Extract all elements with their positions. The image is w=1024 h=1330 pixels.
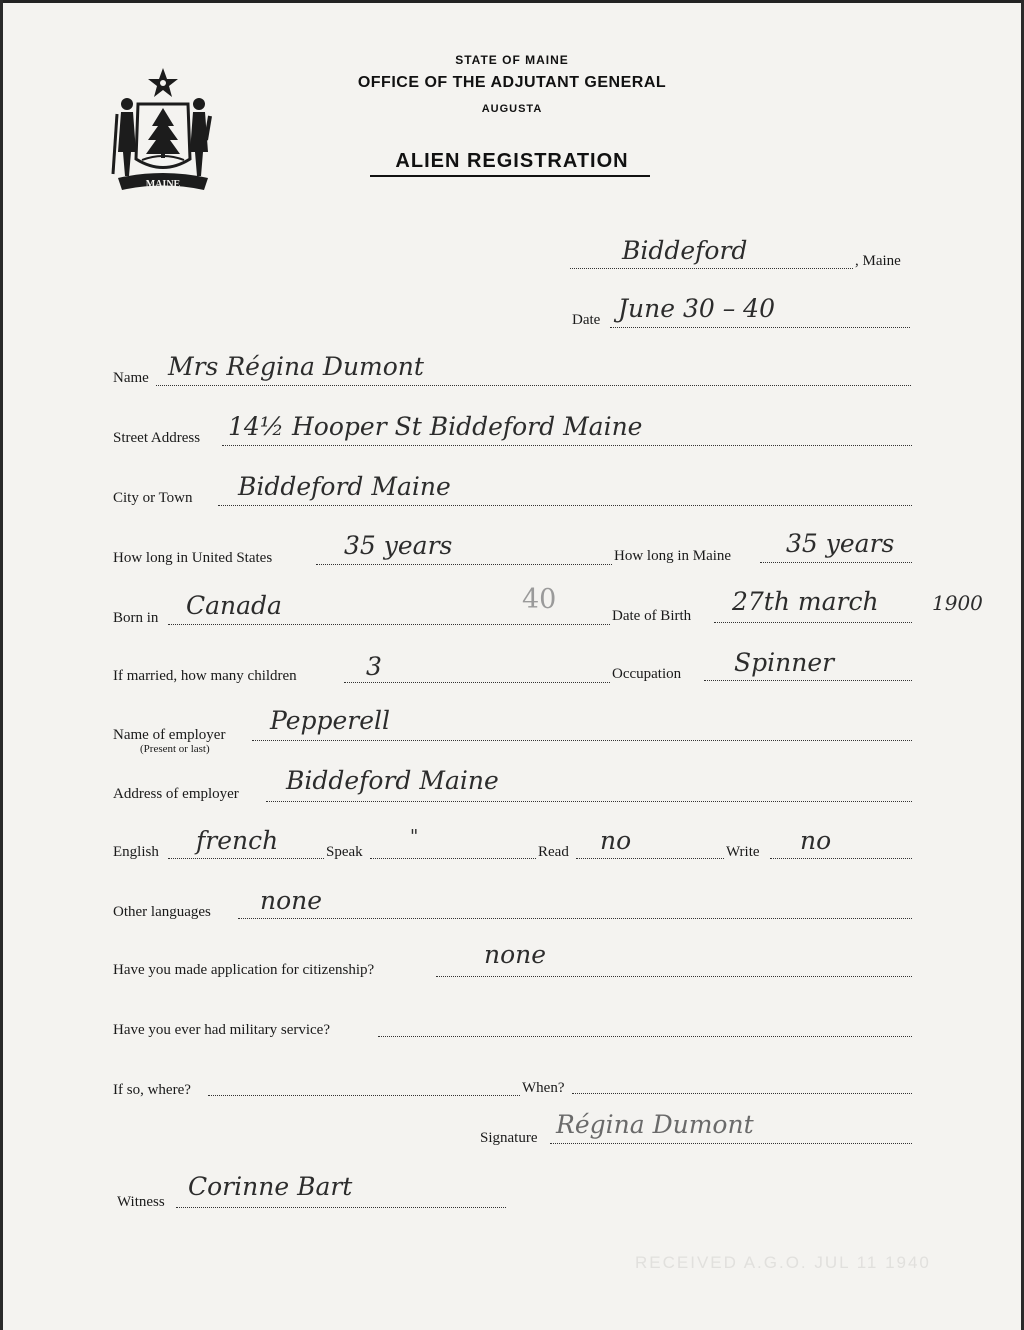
- citizenship-value: none: [484, 940, 547, 969]
- date-label: Date: [572, 312, 601, 328]
- signature-value: Régina Dumont: [556, 1110, 754, 1139]
- name-value: Mrs Régina Dumont: [168, 352, 424, 381]
- seal-banner-text: MAINE: [145, 179, 181, 190]
- age-note: 40: [522, 584, 557, 615]
- born-in-label: Born in: [113, 610, 159, 626]
- citizenship-line: [436, 976, 912, 977]
- city-value: Biddeford Maine: [238, 472, 451, 501]
- speak-value: ": [410, 826, 419, 847]
- speak-line: [370, 858, 536, 859]
- dob-label: Date of Birth: [612, 608, 692, 624]
- other-languages-value: none: [260, 886, 323, 915]
- left-border: [0, 0, 3, 1330]
- other-languages-label: Other languages: [113, 904, 211, 920]
- place-line: [570, 268, 853, 269]
- military-line: [378, 1036, 912, 1037]
- form-title: ALIEN REGISTRATION: [395, 150, 629, 172]
- employer-address-label: Address of employer: [113, 786, 239, 802]
- when-label: When?: [522, 1080, 565, 1096]
- dob-line: [714, 622, 912, 623]
- how-long-us-line: [316, 564, 612, 565]
- maine-label: , Maine: [855, 253, 901, 269]
- top-border: [0, 0, 1024, 3]
- employer-label: Name of employer: [113, 727, 226, 743]
- military-label: Have you ever had military service?: [113, 1022, 330, 1038]
- born-in-line: [168, 624, 610, 625]
- read-label: Read: [538, 844, 569, 860]
- english-line: [168, 858, 324, 859]
- name-label: Name: [113, 370, 149, 386]
- occupation-line: [704, 680, 912, 681]
- street-value: 14½ Hooper St Biddeford Maine: [228, 412, 643, 441]
- how-long-us-label: How long in United States: [113, 550, 273, 566]
- witness-line: [176, 1207, 506, 1208]
- date-value: June 30 – 40: [618, 294, 775, 323]
- other-languages-line: [238, 918, 912, 919]
- dob-year: 1900: [932, 591, 983, 615]
- signature-line: [550, 1143, 912, 1144]
- employer-value: Pepperell: [270, 706, 391, 735]
- street-line: [222, 445, 912, 446]
- signature-label: Signature: [480, 1130, 538, 1146]
- witness-value: Corinne Bart: [188, 1172, 353, 1201]
- occupation-label: Occupation: [612, 666, 682, 682]
- children-line: [344, 682, 610, 683]
- title-underline: [370, 175, 650, 177]
- write-line: [770, 858, 912, 859]
- received-stamp: RECEIVED A.G.O. JUL 11 1940: [635, 1253, 931, 1272]
- where-line: [208, 1095, 520, 1096]
- how-long-maine-line: [760, 562, 912, 563]
- header-state: STATE OF MAINE: [455, 53, 569, 67]
- employer-sublabel: (Present or last): [140, 743, 210, 755]
- city-label: City or Town: [113, 490, 193, 506]
- when-line: [572, 1093, 912, 1094]
- header-office: OFFICE OF THE ADJUTANT GENERAL: [357, 74, 667, 91]
- how-long-us-value: 35 years: [344, 531, 453, 560]
- how-long-maine-label: How long in Maine: [614, 548, 732, 564]
- name-line: [156, 385, 911, 386]
- city-line: [218, 505, 912, 506]
- occupation-value: Spinner: [734, 648, 835, 677]
- citizenship-label: Have you made application for citizenship?: [113, 962, 375, 978]
- write-value: no: [800, 826, 832, 855]
- employer-line: [252, 740, 912, 741]
- read-value: no: [600, 826, 632, 855]
- where-label: If so, where?: [113, 1082, 191, 1098]
- date-line: [610, 327, 910, 328]
- english-value: french: [196, 826, 279, 855]
- speak-label: Speak: [326, 844, 363, 860]
- write-label: Write: [726, 844, 760, 860]
- english-label: English: [113, 844, 159, 860]
- born-in-value: Canada: [186, 591, 282, 620]
- witness-label: Witness: [117, 1194, 165, 1210]
- read-line: [576, 858, 724, 859]
- street-label: Street Address: [113, 430, 201, 446]
- employer-address-line: [266, 801, 912, 802]
- how-long-maine-value: 35 years: [786, 529, 895, 558]
- header-city: AUGUSTA: [481, 103, 543, 115]
- children-value: 3: [366, 652, 382, 681]
- children-label: If married, how many children: [113, 668, 297, 684]
- place-value: Biddeford: [622, 236, 748, 265]
- employer-address-value: Biddeford Maine: [286, 766, 499, 795]
- dob-value: 27th march: [732, 587, 879, 616]
